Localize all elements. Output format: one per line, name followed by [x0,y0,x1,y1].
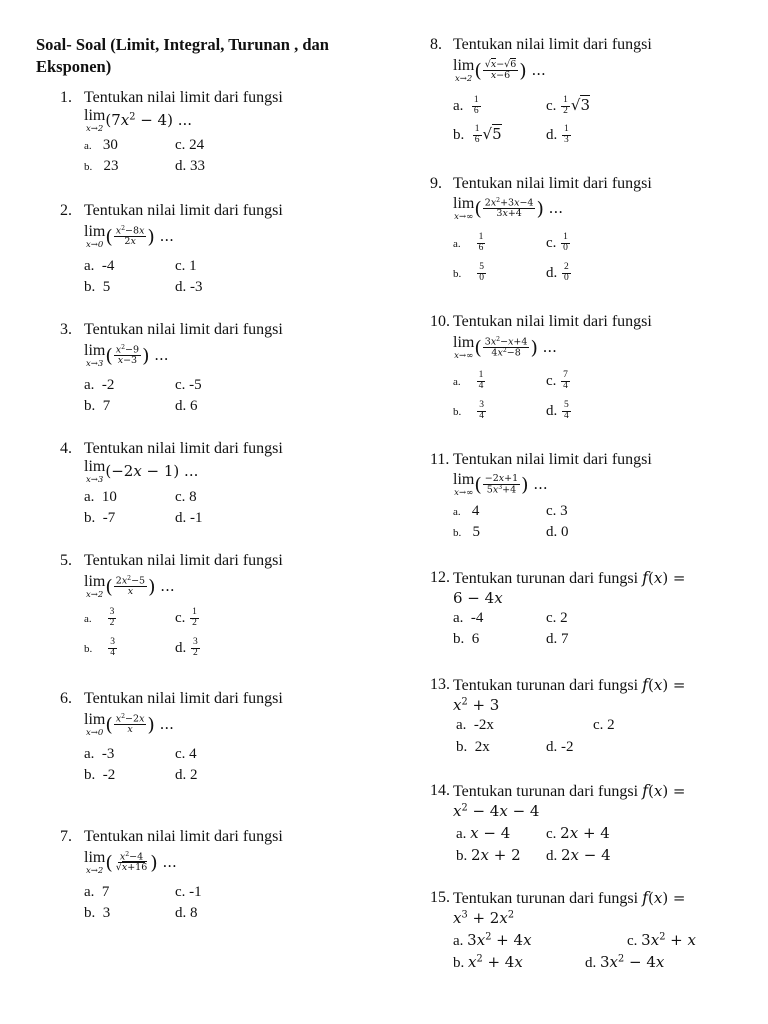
question-12-expression: 6 − 4x [453,589,503,607]
option-d: d. $3x^2 - 4x$ [585,953,665,971]
option-d: d. 8 [175,905,198,921]
question-number: 11. [430,451,450,468]
option-b: b. $\frac{5}{0}$ [453,262,484,283]
option-d: d. -1 [175,510,203,526]
option-b: b. 3 [84,905,111,921]
option-d: d. 2x − 4 [546,846,611,864]
option-d: d. 2 [175,767,198,783]
option-d: d. 7 [546,631,569,647]
option-c: c. -5 [175,377,202,393]
question-1-expression: lim x→2 $(7x^2 - 4)$ ... [84,107,193,134]
option-a: a. $3x^2 + 4x$ [453,931,532,949]
question-text: Tentukan nilai limit dari fungsi [453,175,652,192]
option-d: d. 0 [546,524,569,540]
option-d: d. 33 [175,158,205,174]
option-c: c. 2x + 4 [546,824,610,842]
option-b: b. $\frac{1}{6}$ √5 [453,124,502,146]
option-a: a. -2x [456,717,494,733]
question-text: Tentukan nilai limit dari fungsi [84,690,283,707]
question-text: Tentukan turunan dari fungsi [453,570,639,587]
option-c: c. $\frac{1}{2}$ √3 [546,95,591,117]
option-c: c. 8 [175,489,197,505]
question-number: 8. [430,36,442,53]
option-a: a. $\frac{1}{6}$ [453,232,484,253]
option-c: c. 24 [175,137,205,153]
option-b: b. 2x [456,739,490,755]
question-text: Tentukan nilai limit dari fungsi [84,440,283,457]
question-text: Tentukan nilai limit dari fungsi [453,451,652,468]
option-c: c. 4 [175,746,197,762]
question-4-expression: lim x→3 (−2x − 1) ... [84,458,199,485]
option-d: d. $\frac{3}{2}$ [175,637,198,658]
option-c: c. 3 [546,503,568,519]
option-b: b. 5 [84,279,111,295]
option-a: a. -2 [84,377,115,393]
question-5-expression: lim x→2 ( $\frac{2x^2-5}{x}$ ) ... [84,573,175,600]
option-a: a. 30 [84,137,118,153]
option-c: c. 2 [546,610,568,626]
question-number: 4. [60,440,72,457]
option-b: b. $x^2 + 4x$ [453,953,523,971]
question-15-expression: $x^3 + 2x^2$ [453,909,515,927]
question-11-expression: lim x→∞ ( $\frac{-2x+1}{5x^3+4}$ ) ... [453,471,548,498]
question-13-expression: $x^2 + 3$ [453,696,500,714]
option-d: d. -3 [175,279,203,295]
option-d: d. $\frac{2}{0}$ [546,262,569,283]
question-text: Tentukan nilai limit dari fungsi [84,828,283,845]
option-b: b. $\frac{3}{4}$ [84,637,115,658]
question-number: 7. [60,828,72,845]
question-number: 13. [430,676,450,693]
option-a: a. -4 [453,610,484,626]
option-c: c. 1 [175,258,197,274]
question-number: 3. [60,321,72,338]
question-14-expression: $x^2 - 4x - 4$ [453,802,540,820]
option-a: a. $\frac{1}{4}$ [453,370,484,391]
option-d: d. $\frac{5}{4}$ [546,400,569,421]
question-text: Tentukan turunan dari fungsi [453,677,639,694]
question-number: 12. [430,569,450,586]
option-c: c. $\frac{7}{4}$ [546,370,568,391]
option-a: a. 10 [84,489,117,505]
question-text: Tentukan nilai limit dari fungsi [84,552,283,569]
question-2-expression: lim x→0 ( $\frac{x^2-8x}{2x}$ ) ... [84,223,174,250]
option-c: c. -1 [175,884,202,900]
question-7-expression: lim x→2 ( $\frac{x^2-4}{√x+16}$ ) ... [84,849,177,876]
question-text: Tentukan nilai limit dari fungsi [84,89,283,106]
option-b: b. 7 [84,398,111,414]
question-text: Tentukan nilai limit dari fungsi [84,321,283,338]
option-c: c. $\frac{1}{0}$ [546,232,568,253]
option-d: d. -2 [546,739,574,755]
question-3-expression: lim x→3 ( $\frac{x^2-9}{x-3}$ ) ... [84,342,169,369]
question-10-expression: lim x→∞ ( $\frac{3x^2-x+4}{4x^2-8}$ ) ... [453,334,557,361]
question-text: Tentukan turunan dari fungsi [453,783,639,800]
option-a: a. 7 [84,884,110,900]
question-text: Tentukan nilai limit dari fungsi [453,313,652,330]
option-c: c. $\frac{1}{2}$ [175,607,197,628]
option-b: b. 5 [453,524,480,540]
question-text: Tentukan nilai limit dari fungsi [453,36,652,53]
question-text: Tentukan nilai limit dari fungsi [84,202,283,219]
option-a: a. 4 [453,503,480,519]
option-a: a. $\frac{3}{2}$ [84,607,115,628]
question-8-expression: lim x→2 ( $\frac{√x-√6}{x-6}$ ) ... [453,57,546,84]
question-number: 6. [60,690,72,707]
option-b: b. -7 [84,510,116,526]
page-title: Soal- Soal (Limit, Integral, Turunan , dan Eksponen) [36,35,329,76]
option-b: b. $\frac{3}{4}$ [453,400,484,421]
question-number: 9. [430,175,442,192]
question-number: 10. [430,313,450,330]
option-d: d. $\frac{1}{3}$ [546,124,569,145]
option-b: b. 23 [84,158,119,174]
option-a: a. -4 [84,258,115,274]
option-a: a. -3 [84,746,115,762]
option-b: b. 6 [453,631,480,647]
option-a: a. $\frac{1}{6}$ [453,95,479,116]
question-number: 1. [60,89,72,106]
option-d: d. 6 [175,398,198,414]
question-number: 2. [60,202,72,219]
question-9-expression: lim x→∞ ( $\frac{2x^2+3x-4}{3x+4}$ ) ... [453,195,563,222]
question-number: 5. [60,552,72,569]
option-a: a. x − 4 [456,824,511,842]
question-6-expression: lim x→0 ( $\frac{x^2-2x}{x}$ ) ... [84,711,174,738]
option-c: c. $3x^2 + x$ [627,931,696,949]
question-text: Tentukan turunan dari fungsi [453,890,639,907]
option-c: c. 2 [593,717,615,733]
option-b: b. 2x + 2 [456,846,521,864]
question-number: 14. [430,782,450,799]
question-number: 15. [430,889,450,906]
option-b: b. -2 [84,767,116,783]
